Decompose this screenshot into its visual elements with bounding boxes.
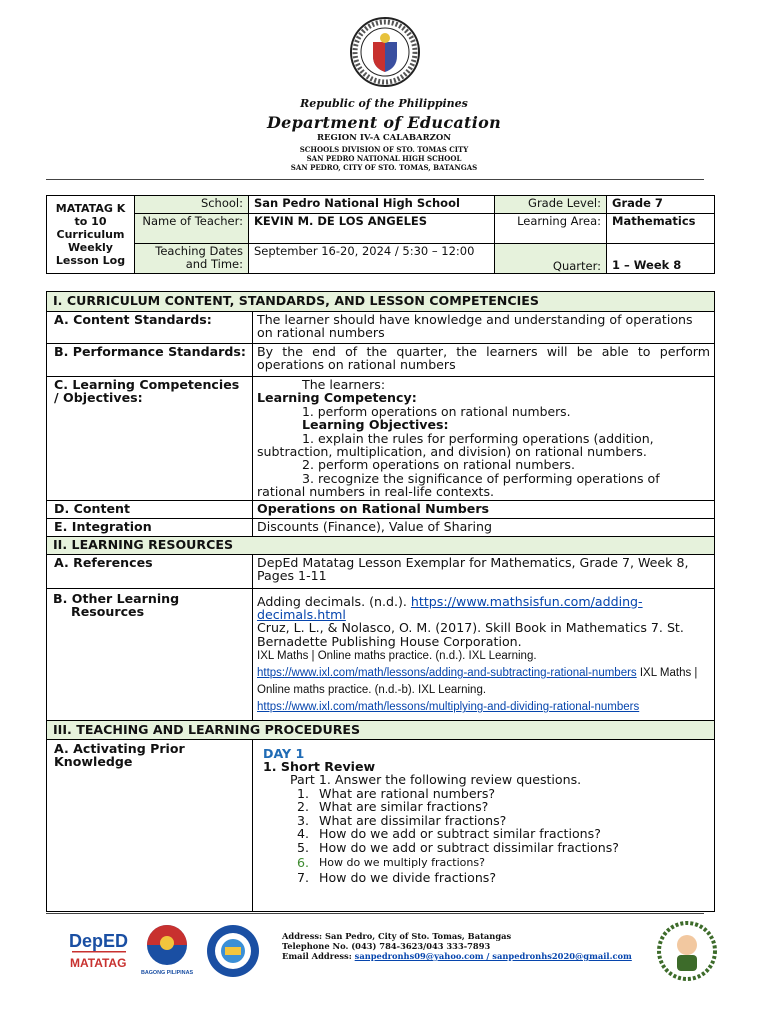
footer-email-label: Email Address: (282, 951, 355, 961)
teaching-dates-value: September 16-20, 2024 / 5:30 – 12:00 (249, 244, 495, 274)
review-question-number: 2. (297, 799, 310, 815)
footer-address: Address: San Pedro, City of Sto. Tomas, Batangas (282, 931, 512, 941)
section-2-title: II. LEARNING RESOURCES (47, 536, 715, 554)
footer-telephone: Telephone No. (043) 784-3623/043 333-7893 (282, 941, 491, 951)
learning-area-label: Learning Area: (495, 214, 607, 244)
content-value: Operations on Rational Numbers (253, 500, 715, 518)
resource-1-text: Adding decimals. (n.d.). (257, 593, 411, 609)
integration-value: Discounts (Finance), Value of Sharing (253, 518, 715, 536)
other-resources-label: B. Other Learning Resources (47, 588, 253, 720)
references-label: A. References (47, 554, 253, 588)
content-label: D. Content (47, 500, 253, 518)
header-divider (46, 179, 704, 180)
learning-area-value: Mathematics (607, 214, 715, 244)
review-questions-list (257, 787, 710, 884)
review-question (297, 827, 710, 840)
review-question-text: What are rational numbers? (319, 785, 496, 801)
lesson-plan-table (46, 291, 715, 912)
lesson-info-table (46, 195, 715, 274)
activating-prior-knowledge-value (253, 739, 715, 911)
region-heading: REGION IV-A CALABARZON (316, 133, 452, 143)
resource-3-text: IXL Maths | Online maths practice. (n.d.). IXL Learning. (257, 650, 537, 663)
school-label: School: (135, 196, 249, 214)
teaching-dates-label: Teaching Dates and Time: (135, 244, 249, 274)
resource-4-text: IXL Maths | Online maths practice. (n.d.-b). IXL Learning. (257, 667, 698, 697)
resource-3-link[interactable]: https://www.ixl.com/math/lessons/adding-and-subtracting-rational-numbers (257, 667, 637, 680)
review-question-text: How do we multiply fractions? (319, 855, 485, 869)
republic-heading: Republic of the Philippines (300, 97, 468, 110)
quarter-label: Quarter: (495, 244, 607, 274)
teacher-value: KEVIN M. DE LOS ANGELES (249, 214, 495, 244)
competency-heading: Learning Competency: (257, 390, 417, 406)
activating-prior-knowledge-label: A. Activating Prior Knowledge (47, 739, 253, 911)
objectives-heading: Learning Objectives: (302, 417, 449, 433)
review-question (297, 814, 710, 827)
performance-standards-value: By the end of the quarter, the learners will be able to perform operations on rational numbers (253, 344, 715, 377)
division-heading: SCHOOLS DIVISION OF STO. TOMAS CITY (299, 145, 469, 154)
section-1-title: I. CURRICULUM CONTENT, STANDARDS, AND LESSON COMPETENCIES (47, 292, 715, 312)
school-value: San Pedro National High School (249, 196, 495, 214)
footer-email (282, 951, 632, 961)
school-seal-icon (203, 923, 263, 979)
deped-logo-text: DepED (69, 931, 129, 951)
review-question-text: How do we add or subtract dissimilar fractions? (319, 839, 619, 855)
review-question (297, 841, 710, 854)
content-standards-value: The learner should have knowledge and understanding of operations on rational numbers (253, 312, 715, 344)
competencies-value (253, 377, 715, 501)
resource-2-text: Cruz, L. L., & Nolasco, O. M. (2017). Skill Book in Mathematics 7. St. Bernadette Publishing House Corporation. (257, 620, 684, 649)
school-heading: SAN PEDRO NATIONAL HIGH SCHOOL (306, 154, 462, 163)
objective-1: 1. explain the rules for performing operations (addition, subtraction, multiplication, and division) on rational numbers. (257, 430, 654, 460)
review-question-text: How do we divide fractions? (319, 869, 497, 885)
resource-1-link[interactable]: https://www.mathsisfun.com/adding-decimals.html (257, 593, 643, 623)
review-question-number: 1. (297, 785, 310, 801)
review-question-number: 4. (297, 826, 310, 842)
day-label: DAY 1 (263, 745, 305, 761)
bagong-pilipinas-logo-icon (140, 921, 194, 977)
objective-2: 2. perform operations on rational numbers. (302, 457, 575, 473)
review-question-number: 5. (297, 839, 310, 855)
department-heading: Department of Education (266, 113, 502, 132)
resource-4-link[interactable]: https://www.ixl.com/math/lessons/multiplying-and-dividing-rational-numbers (257, 701, 640, 714)
references-value: DepEd Matatag Lesson Exemplar for Mathematics, Grade 7, Week 8, Pages 1-11 (253, 554, 715, 588)
address-heading: SAN PEDRO, CITY OF STO. TOMAS, BATANGAS (290, 163, 478, 172)
review-question-text: What are similar fractions? (319, 799, 489, 815)
objective-3: 3. recognize the significance of performing operations of rational numbers in real-life contexts. (257, 470, 660, 500)
integration-label: E. Integration (47, 518, 253, 536)
deped-seal-icon (349, 14, 421, 92)
school-mascot-logo-icon (654, 919, 720, 983)
review-question-text: What are dissimilar fractions? (319, 812, 507, 828)
review-question (297, 800, 710, 813)
performance-standards-label: B. Performance Standards: (47, 344, 253, 377)
matatag-logo-text: MATATAG (70, 956, 127, 970)
quarter-value: 1 – Week 8 (607, 244, 715, 274)
review-question (297, 854, 710, 871)
content-standards-label: A. Content Standards: (47, 312, 253, 344)
bagong-logo-text: BAGONG PILIPINAS (140, 970, 194, 976)
review-question-text: How do we add or subtract similar fractions? (319, 826, 601, 842)
footer-divider (46, 913, 704, 914)
other-resources-value (253, 588, 715, 720)
competency-item: 1. perform operations on rational numbers. (302, 403, 571, 419)
review-question-number: 3. (297, 812, 310, 828)
section-3-title: III. TEACHING AND LEARNING PROCEDURES (47, 720, 715, 739)
matatag-label: MATATAG K to 10 Curriculum Weekly Lesson Log (47, 196, 135, 274)
short-review-heading: 1. Short Review (263, 759, 376, 775)
review-question-number: 6. (297, 854, 310, 870)
competencies-label: C. Learning Competencies / Objectives: (47, 377, 253, 501)
grade-level-value: Grade 7 (607, 196, 715, 214)
learners-intro: The learners: (302, 377, 386, 392)
grade-level-label: Grade Level: (495, 196, 607, 214)
review-question (297, 871, 710, 884)
deped-matatag-logo-icon (68, 927, 130, 975)
part-1-instructions: Part 1. Answer the following review questions. (290, 772, 582, 788)
review-question (297, 787, 710, 800)
footer-email-link[interactable]: sanpedronhs09@yahoo.com / sanpedronhs2020@gmail.com (354, 951, 632, 961)
teacher-label: Name of Teacher: (135, 214, 249, 244)
review-question-number: 7. (297, 869, 310, 885)
